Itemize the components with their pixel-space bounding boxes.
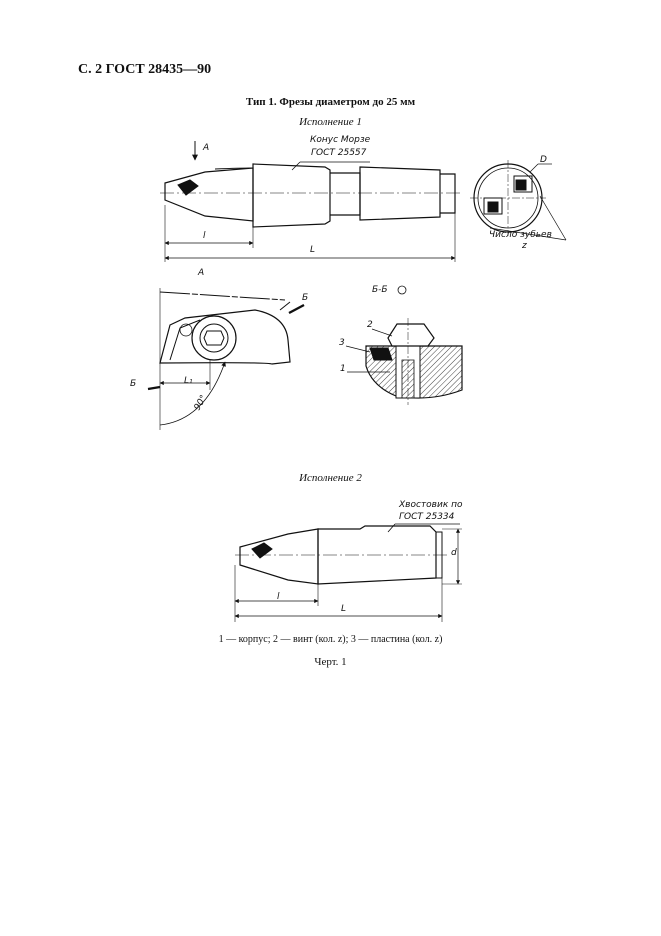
section-title: Тип 1. Фрезы диаметром до 25 мм [245,96,416,108]
variant-2-title: Исполнение 2 [299,472,362,484]
section-bb-title: Б-Б [372,285,388,295]
variant-1-title: Исполнение 1 [299,116,362,128]
teeth-count-label: Число зубьев [489,230,552,240]
angle-label: 90° [192,393,210,413]
shank-label-2: ГОСТ 25334 [399,512,455,522]
figure-label: Черт. 1 [314,656,347,668]
v2-dim-l: l [277,592,280,602]
morse-label-2: ГОСТ 25557 [311,148,367,158]
variant-1-side-view [160,141,462,262]
page-header: С. 2 ГОСТ 28435—90 [78,62,212,77]
view-a-title: А [198,268,205,278]
section-bb [346,286,462,405]
figure-caption: 1 — корпус; 2 — винт (кол. z); 3 — пластина (кол. z) [218,634,443,645]
shank-label-1: Хвостовик по [399,500,463,510]
dim-l-small: l [203,231,206,241]
callout-1: 1 [340,364,346,374]
callout-2: 2 [367,320,373,330]
dim-d-small: d [451,548,457,558]
view-a-arrow-label: А [203,143,210,153]
teeth-z-label: z [522,241,527,251]
v2-dim-L: L [341,604,347,614]
dim-l1: L₁ [184,376,193,386]
section-mark-bottom: Б [130,379,137,389]
variant-1-end-view [470,160,566,240]
callout-3: 3 [339,338,345,348]
variant-2-side-view [235,524,462,622]
dim-l-big: L [310,245,316,255]
dim-d-diameter: D [540,155,547,165]
view-a-detail [148,288,304,430]
section-mark-top: Б [302,293,309,303]
morse-label-1: Конус Морзе [310,135,371,145]
